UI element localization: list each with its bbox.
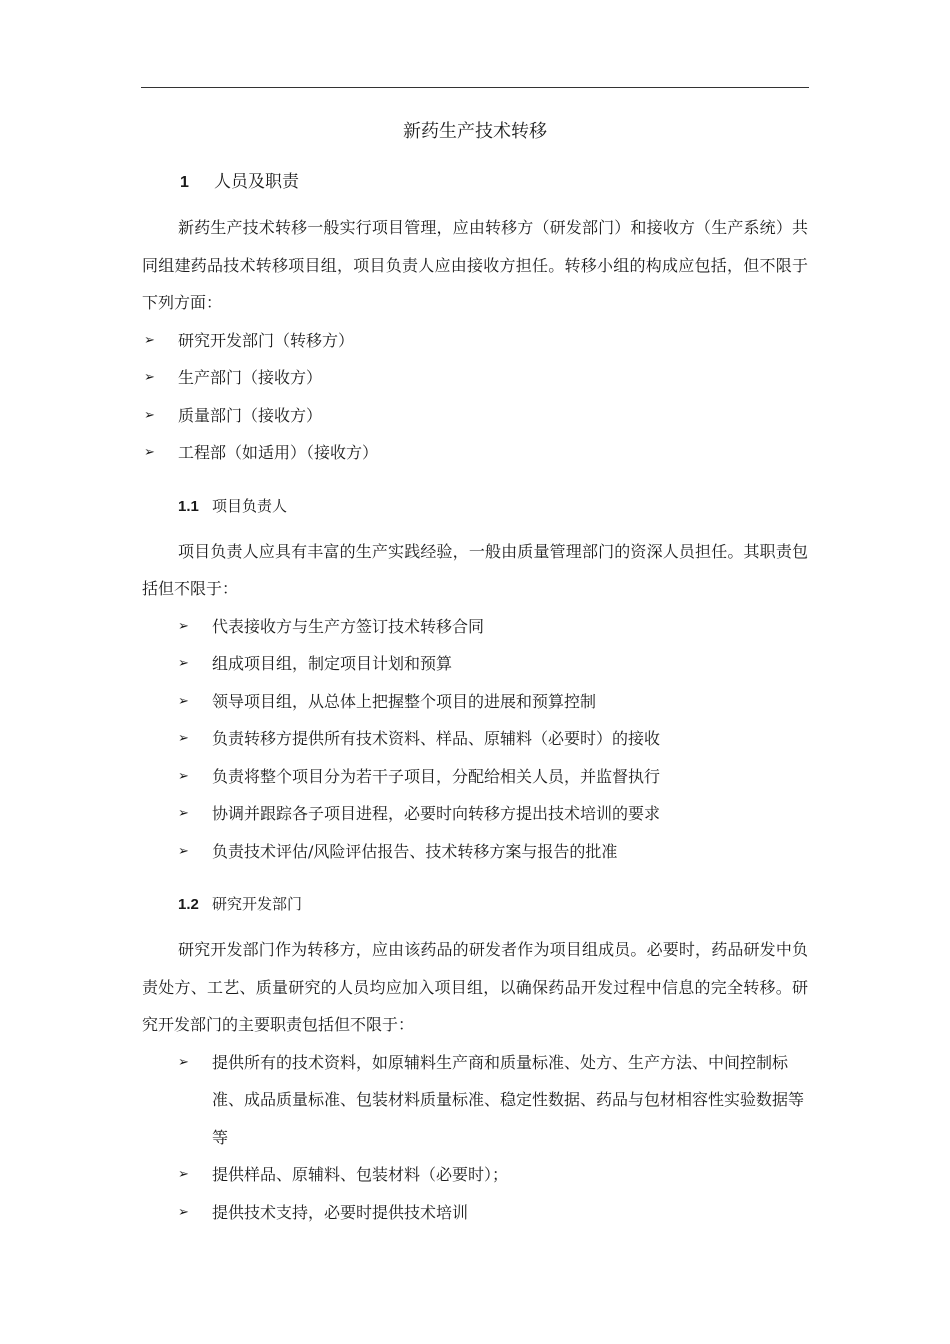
arrow-bullet-icon: ➢: [178, 768, 189, 784]
list-item: ➢ 领导项目组，从总体上把握整个项目的进展和预算控制: [142, 683, 808, 721]
list-item: ➢ 负责转移方提供所有技术资料、样品、原辅料（必要时）的接收: [142, 720, 808, 758]
rd-duty-list: [142, 1044, 808, 1232]
arrow-bullet-icon: ➢: [178, 731, 189, 746]
list-item: ➢ 协调并跟踪各子项目进程，必要时向转移方提出技术培训的要求: [142, 795, 808, 833]
section-title: 研究开发部门: [212, 895, 303, 913]
list-item: ➢ 提供技术支持，必要时提供技术培训: [142, 1194, 808, 1232]
arrow-bullet-icon: ➢: [144, 332, 155, 348]
arrow-bullet-icon: ➢: [144, 370, 155, 385]
arrow-bullet-icon: ➢: [178, 843, 189, 859]
section-number: 1.2: [178, 896, 199, 913]
list-item: ➢ 生产部门（接收方）: [142, 359, 808, 397]
arrow-bullet-icon: ➢: [178, 656, 189, 671]
section-1-1-heading: [142, 492, 808, 521]
arrow-bullet-icon: ➢: [178, 618, 189, 634]
list-item: ➢ 负责将整个项目分为若干子项目，分配给相关人员，并监督执行: [142, 758, 808, 796]
section-number: 1: [180, 174, 189, 191]
section-number: 1.1: [178, 497, 199, 515]
arrow-bullet-icon: ➢: [178, 1167, 189, 1182]
member-list: [142, 322, 808, 472]
arrow-bullet-icon: ➢: [178, 693, 189, 709]
arrow-bullet-icon: ➢: [144, 445, 155, 460]
list-item: ➢ 代表接收方与生产方签订技术转移合同: [142, 608, 808, 646]
list-item: ➢ 负责技术评估/风险评估报告、技术转移方案与报告的批准: [142, 833, 808, 871]
section-1-intro: 新药生产技术转移一般实行项目管理，应由转移方（研发部门）和接收方（生产系统）共同组建药品技术转移项目组，项目负责人应由接收方担任。转移小组的构成应包括，但不限于下列方面：: [142, 218, 808, 312]
section-title: 项目负责人: [212, 496, 288, 515]
list-item: ➢ 研究开发部门（转移方）: [142, 322, 808, 360]
document-body: [142, 118, 808, 1231]
document-title: 新药生产技术转移: [403, 121, 547, 142]
arrow-bullet-icon: ➢: [178, 1054, 189, 1070]
list-item: ➢ 质量部门（接收方）: [142, 397, 808, 435]
section-1-heading: [142, 168, 808, 197]
list-item: ➢ 提供所有的技术资料，如原辅料生产商和质量标准、处方、生产方法、中间控制标准、成品质量标准、包装材料质量标准、稳定性数据、药品与包材相容性实验数据等等: [142, 1044, 808, 1157]
section-title: 人员及职责: [214, 172, 299, 192]
section-1-1-intro: 项目负责人应具有丰富的生产实践经验，一般由质量管理部门的资深人员担任。其职责包括但不限于：: [142, 541, 808, 598]
arrow-bullet-icon: ➢: [178, 806, 189, 821]
list-item: ➢ 工程部（如适用）（接收方）: [142, 434, 808, 472]
arrow-bullet-icon: ➢: [178, 1204, 189, 1220]
duty-list: [142, 608, 808, 871]
arrow-bullet-icon: ➢: [144, 407, 155, 423]
section-1-2-heading: [142, 890, 808, 919]
header-rule: [141, 87, 809, 88]
list-item: ➢ 组成项目组，制定项目计划和预算: [142, 645, 808, 683]
list-item: ➢ 提供样品、原辅料、包装材料（必要时）；: [142, 1156, 808, 1194]
section-1-2-intro: 研究开发部门作为转移方，应由该药品的研发者作为项目组成员。必要时，药品研发中负责处方、工艺、质量研究的人员均应加入项目组，以确保药品开发过程中信息的完全转移。研究开发部门的主要职责包括但不限于：: [142, 940, 808, 1034]
